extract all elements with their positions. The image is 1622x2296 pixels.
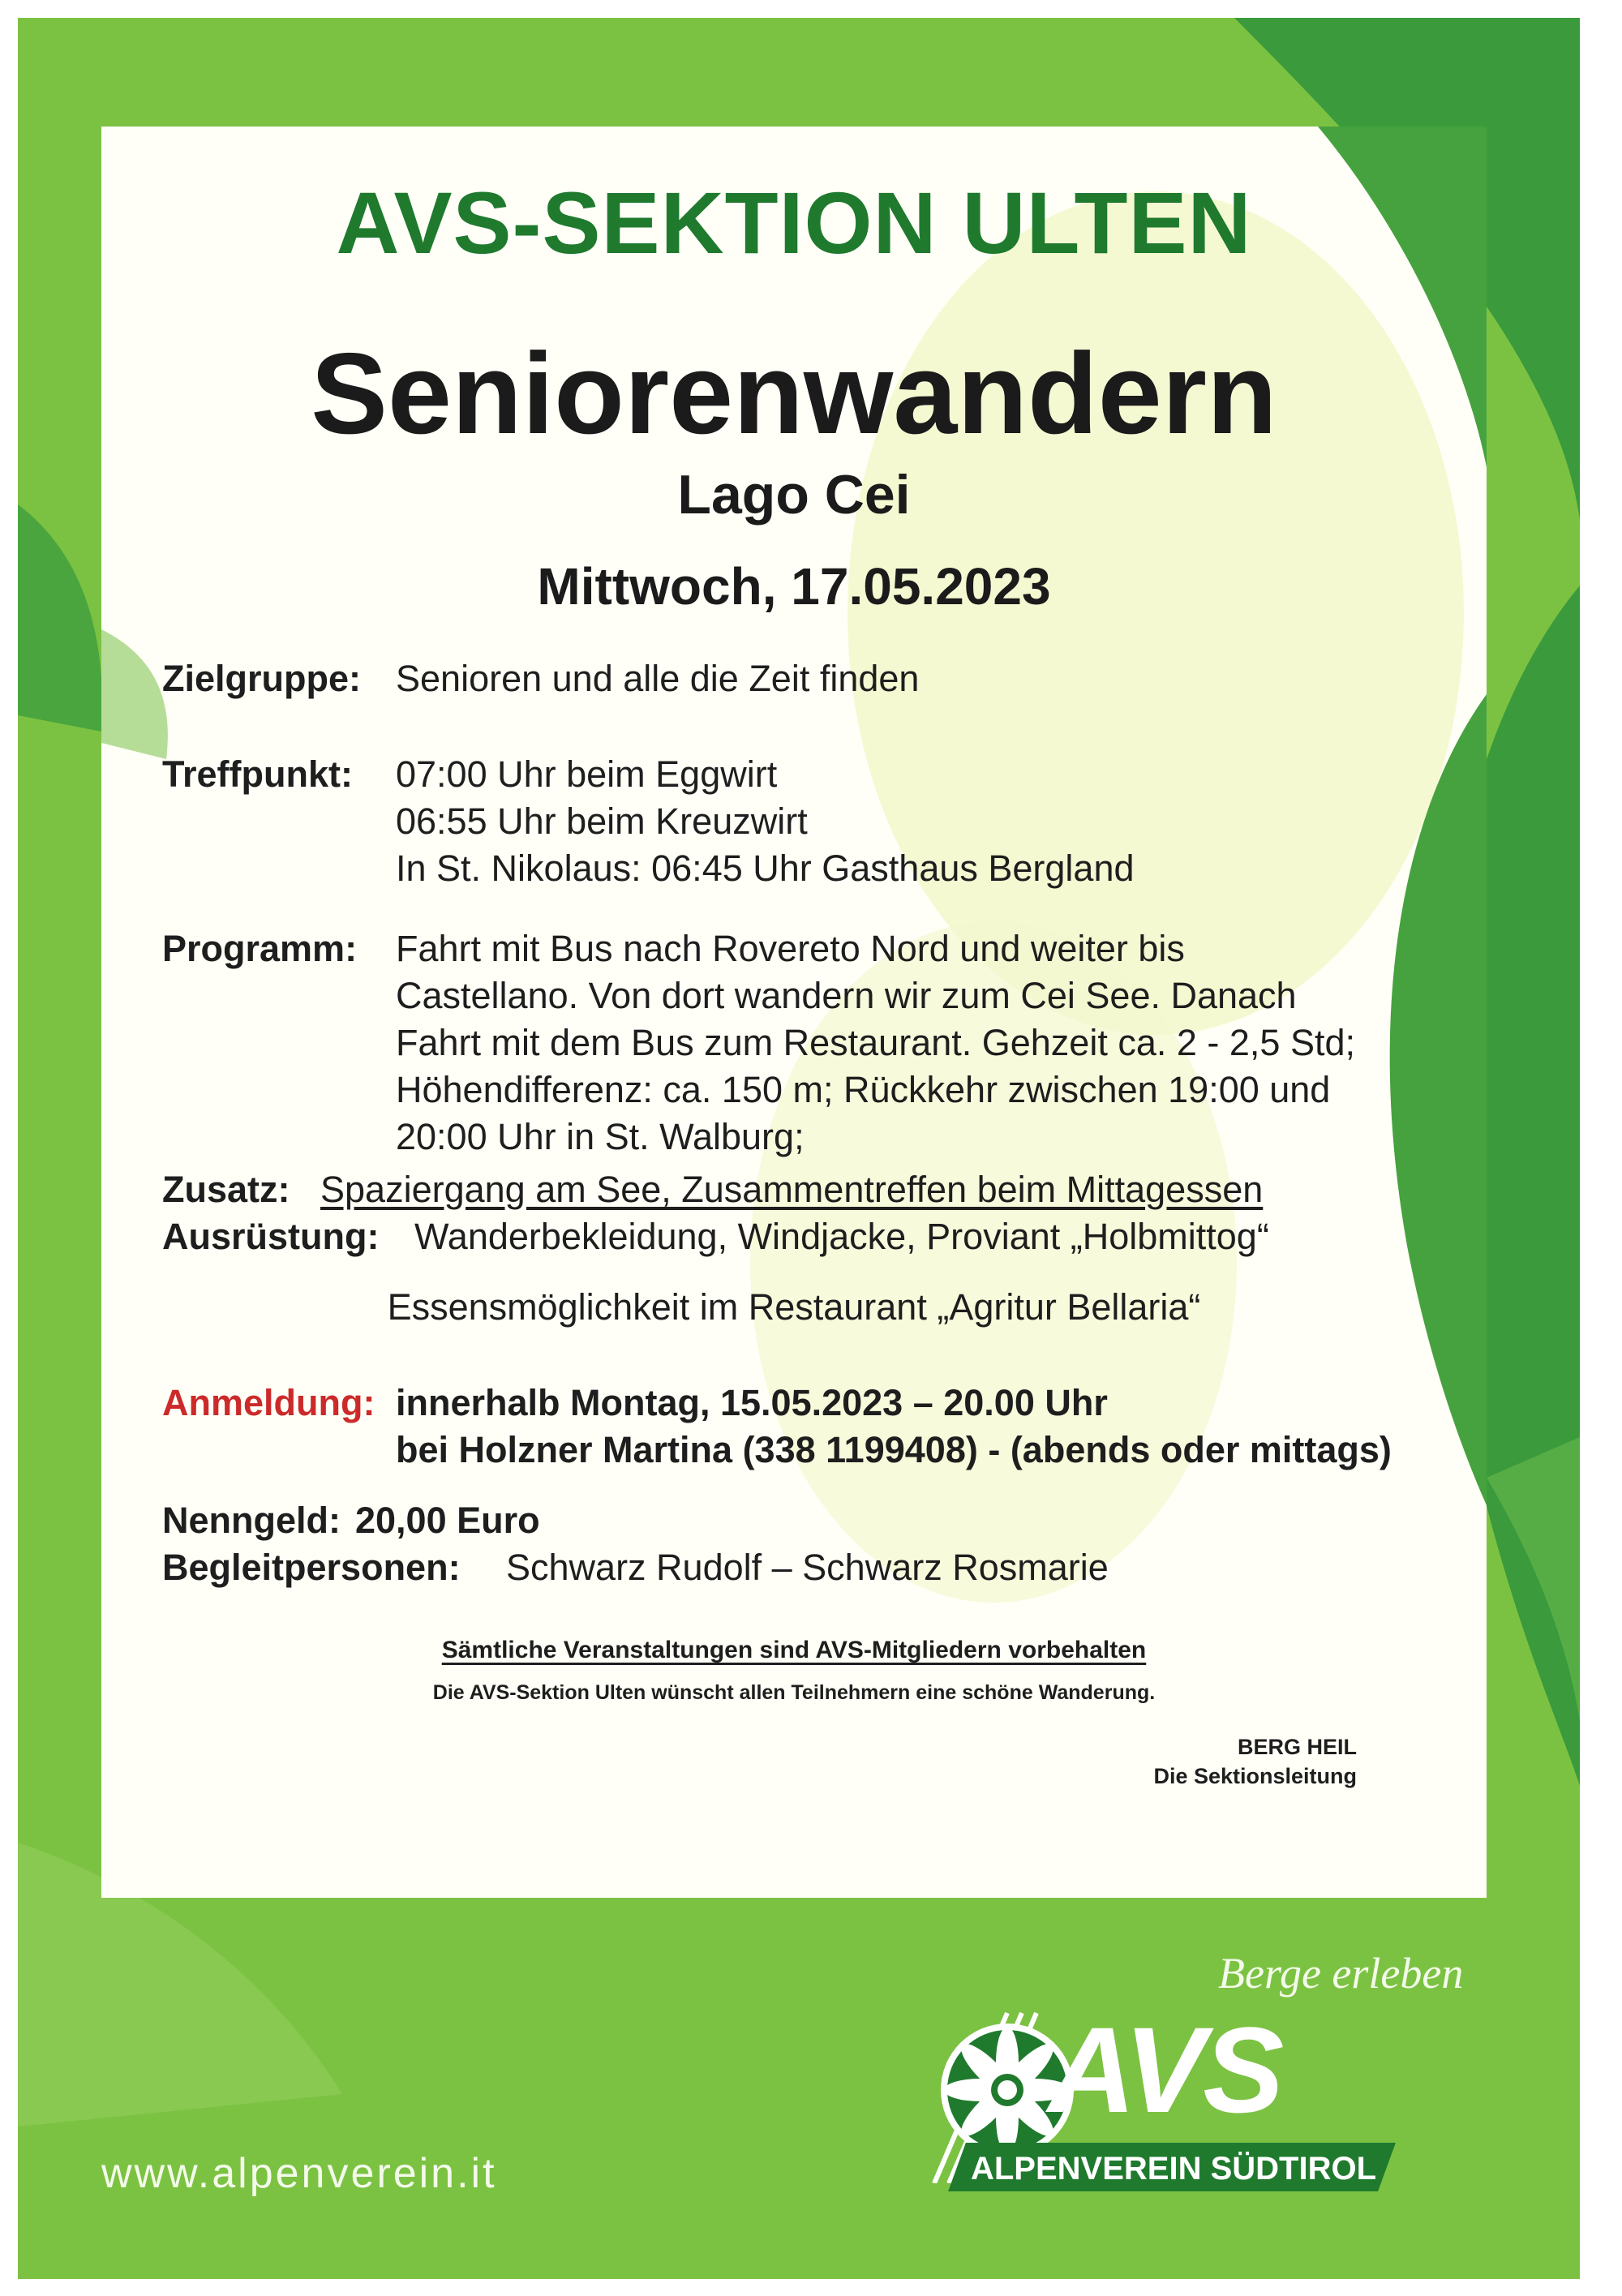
meeting-point-item: 07:00 Uhr beim Eggwirt bbox=[396, 753, 778, 795]
equipment-value: Wanderbekleidung, Windjacke, Proviant „Holbmittog“ bbox=[414, 1216, 1269, 1257]
program-text bbox=[396, 925, 1355, 1161]
meal-info: Essensmöglichkeit im Restaurant „Agritur Bellaria“ bbox=[387, 1286, 1201, 1328]
meeting-point-item: In St. Nikolaus: 06:45 Uhr Gasthaus Bergland bbox=[396, 848, 1135, 889]
program-line: Fahrt mit dem Bus zum Restaurant. Gehzeit ca. 2 - 2,5 Std; bbox=[396, 1022, 1355, 1063]
registration-text bbox=[396, 1380, 1392, 1474]
addition-row bbox=[162, 1166, 1264, 1213]
meeting-point-item: 06:55 Uhr beim Kreuzwirt bbox=[396, 800, 808, 842]
registration-row bbox=[162, 1380, 1392, 1470]
target-group-value: Senioren und alle die Zeit finden bbox=[396, 658, 920, 699]
signature bbox=[1153, 1732, 1357, 1791]
poster bbox=[18, 18, 1580, 2279]
fee-row bbox=[162, 1497, 540, 1544]
website-link[interactable]: www.alpenverein.it bbox=[101, 2150, 497, 2197]
event-date: Mittwoch, 17.05.2023 bbox=[537, 557, 1051, 616]
target-group-row bbox=[162, 655, 920, 702]
program-row bbox=[162, 925, 1355, 1157]
meeting-point-row bbox=[162, 751, 1135, 889]
equipment-row bbox=[162, 1213, 1269, 1260]
addition-value: Spaziergang am See, Zusammentreffen beim Mittagessen bbox=[320, 1169, 1264, 1210]
signature-greeting: BERG HEIL bbox=[1237, 1735, 1357, 1759]
target-group-label: Zielgruppe: bbox=[162, 658, 361, 699]
slogan: Berge erleben bbox=[1218, 1949, 1464, 1998]
equipment-label: Ausrüstung: bbox=[162, 1216, 380, 1257]
signature-name: Die Sektionsleitung bbox=[1153, 1764, 1357, 1788]
closing-wish: Die AVS-Sektion Ulten wünscht allen Teilnehmern eine schöne Wanderung. bbox=[432, 1681, 1156, 1704]
program-line: Höhendifferenz: ca. 150 m; Rückkehr zwischen 19:00 und bbox=[396, 1069, 1331, 1110]
guides-label: Begleitpersonen: bbox=[162, 1547, 461, 1588]
registration-label: Anmeldung: bbox=[162, 1382, 375, 1423]
guides-row bbox=[162, 1544, 1109, 1591]
fee-value: 20,00 Euro bbox=[355, 1500, 540, 1541]
section-title: AVS-SEKTION ULTEN bbox=[336, 174, 1252, 272]
program-line: 20:00 Uhr in St. Walburg; bbox=[396, 1116, 805, 1157]
registration-line: bei Holzner Martina (338 1199408) - (abends oder mittags) bbox=[396, 1429, 1392, 1470]
destination: Lago Cei bbox=[677, 464, 911, 526]
program-line: Fahrt mit Bus nach Rovereto Nord und weiter bis bbox=[396, 928, 1185, 969]
program-label: Programm: bbox=[162, 928, 358, 969]
registration-line: innerhalb Montag, 15.05.2023 – 20.00 Uhr bbox=[396, 1382, 1108, 1423]
logo-text: AVS bbox=[1048, 2002, 1282, 2138]
logo-subtitle: ALPENVEREIN SÜDTIROL bbox=[970, 2151, 1377, 2187]
program-line: Castellano. Von dort wandern wir zum Cei See. Danach bbox=[396, 975, 1297, 1016]
guides-value: Schwarz Rudolf – Schwarz Rosmarie bbox=[506, 1547, 1109, 1588]
page-title: Seniorenwandern bbox=[311, 329, 1277, 458]
meeting-point-label: Treffpunkt: bbox=[162, 753, 353, 795]
members-notice: Sämtliche Veranstaltungen sind AVS-Mitgliedern vorbehalten bbox=[441, 1637, 1147, 1663]
meeting-point-list bbox=[396, 751, 1135, 892]
addition-label: Zusatz: bbox=[162, 1169, 290, 1210]
fee-label: Nenngeld: bbox=[162, 1500, 341, 1541]
content-panel bbox=[101, 127, 1487, 1898]
